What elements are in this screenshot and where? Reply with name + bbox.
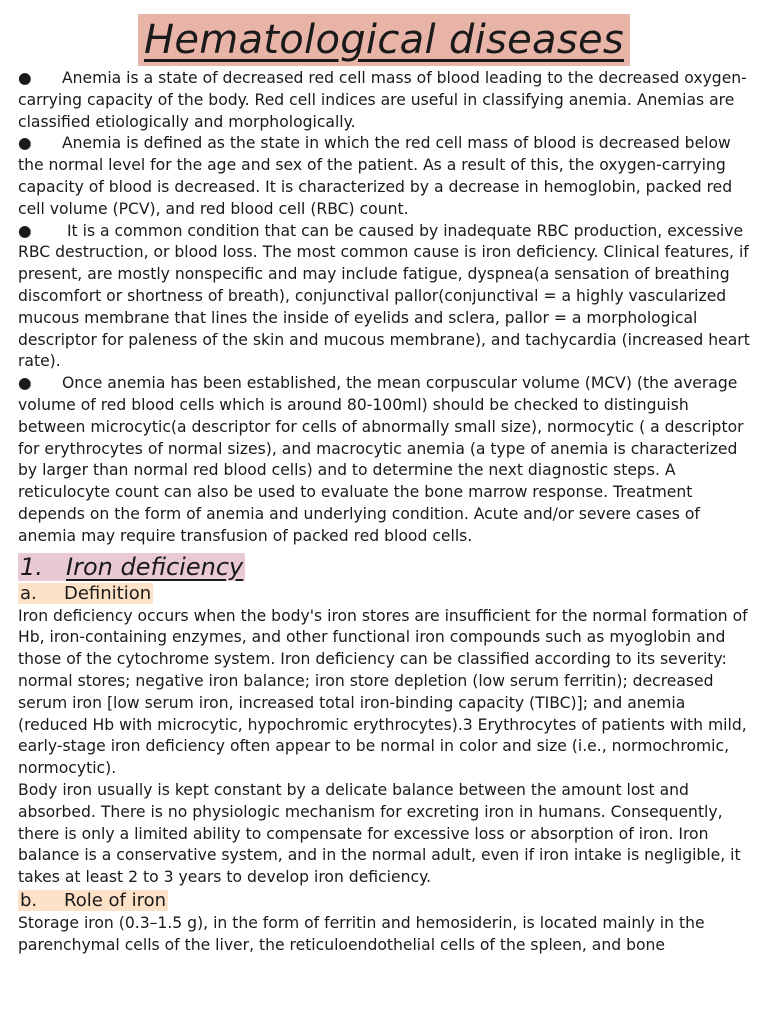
section-title: Iron deficiency [66,552,244,581]
subsection-title: Definition [64,582,152,604]
section-heading-highlight [18,553,245,581]
bullet-icon: ● [18,374,32,393]
subsection-heading-definition [18,582,750,606]
definition-paragraph: Iron deficiency occurs when the body's iron stores are insufficient for the normal formation of Hb, iron-containing enzymes, and other functional iron compounds such as myoglobin and those of the cytochrome system. Iron deficiency can be classified according to its severity: normal stores; negative iron balance; iron store depletion (low serum ferritin); decreased serum iron [low serum iron, increased total iron-binding capacity (TIBC)]; and anemia (reduced Hb with microcytic, hypochromic erythrocytes).3 Erythrocytes of patients with mild, early-stage iron deficiency often appear to be normal in color and size (i.e., normochromic, normocytic). [18,606,748,778]
bullet-text: Anemia is a state of decreased red cell mass of blood leading to the decreased oxygen-carrying capacity of the body. Red cell indices are useful in classifying anemia. Anemias are classified etiologically and morphologically. [18,69,747,131]
bullet-icon: ● [18,221,32,240]
subsection-title: Role of iron [64,889,167,911]
subsection-heading-highlight [18,890,168,911]
page-title: Hematological diseases [138,14,630,66]
bullet-icon: ● [18,69,32,87]
bullet-icon: ● [18,134,32,153]
subsection-letter: b. [20,889,38,911]
subsection-letter: a. [20,582,37,604]
bullet-text: Once anemia has been established, the mean corpuscular volume (MCV) (the average volume of red blood cells which is around 80-100ml) should be checked to distinguish between microcytic(a descriptor for cells of abnormally small size), normocytic ( a descriptor for erythrocytes of normal sizes), and macrocytic anemia (a type of anemia is characterized by larger than normal red blood cells) and to determine the next diagnostic steps. A reticulocyte count can also be used to evaluate the bone marrow response. Treatment depends on the form of anemia and underlying condition. Acute and/or severe cases of anemia may require transfusion of packed red blood cells. [18,374,744,545]
bullet-paragraph [18,133,750,220]
subsection-heading-role-of-iron [18,889,750,913]
bullet-paragraph [18,373,750,547]
bullet-paragraph [18,221,750,374]
bullet-text: It is a common condition that can be caused by inadequate RBC production, excessive RBC destruction, or blood loss. The most common cause is iron deficiency. Clinical features, if present, are mostly nonspecific and may include fatigue, dyspnea(a sensation of breathing discomfort or shortness of breath), conjunctival pallor(conjunctival = a highly vascularized mucous membrane that lines the inside of eyelids and sclera, pallor = a morphological descriptor for paleness of the skin and mucous membrane), and tachycardia (increased heart rate). [18,221,750,371]
section-heading-iron-deficiency [18,552,750,582]
bullet-paragraph [18,68,750,133]
subsection-heading-highlight [18,583,153,604]
bullet-text: Anemia is defined as the state in which the red cell mass of blood is decreased below the normal level for the age and sex of the patient. As a result of this, the oxygen-carrying capacity of blood is decreased. It is characterized by a decrease in hemoglobin, packed red cell volume (PCV), and red blood cell (RBC) count. [18,134,733,218]
section-number: 1. [20,552,43,581]
role-of-iron-paragraph: Storage iron (0.3–1.5 g), in the form of ferritin and hemosiderin, is located mainly in the parenchymal cells of the liver, the reticuloendothelial cells of the spleen, and bone [18,913,705,954]
definition-paragraph: Body iron usually is kept constant by a delicate balance between the amount lost and absorbed. There is no physiologic mechanism for excreting iron in humans. Consequently, there is only a limited ability to compensate for excessive loss or absorption of iron. Iron balance is a conservative system, and in the normal adult, even if iron intake is negligible, it takes at least 2 to 3 years to develop iron deficiency. [18,780,741,887]
title-container [18,14,750,66]
